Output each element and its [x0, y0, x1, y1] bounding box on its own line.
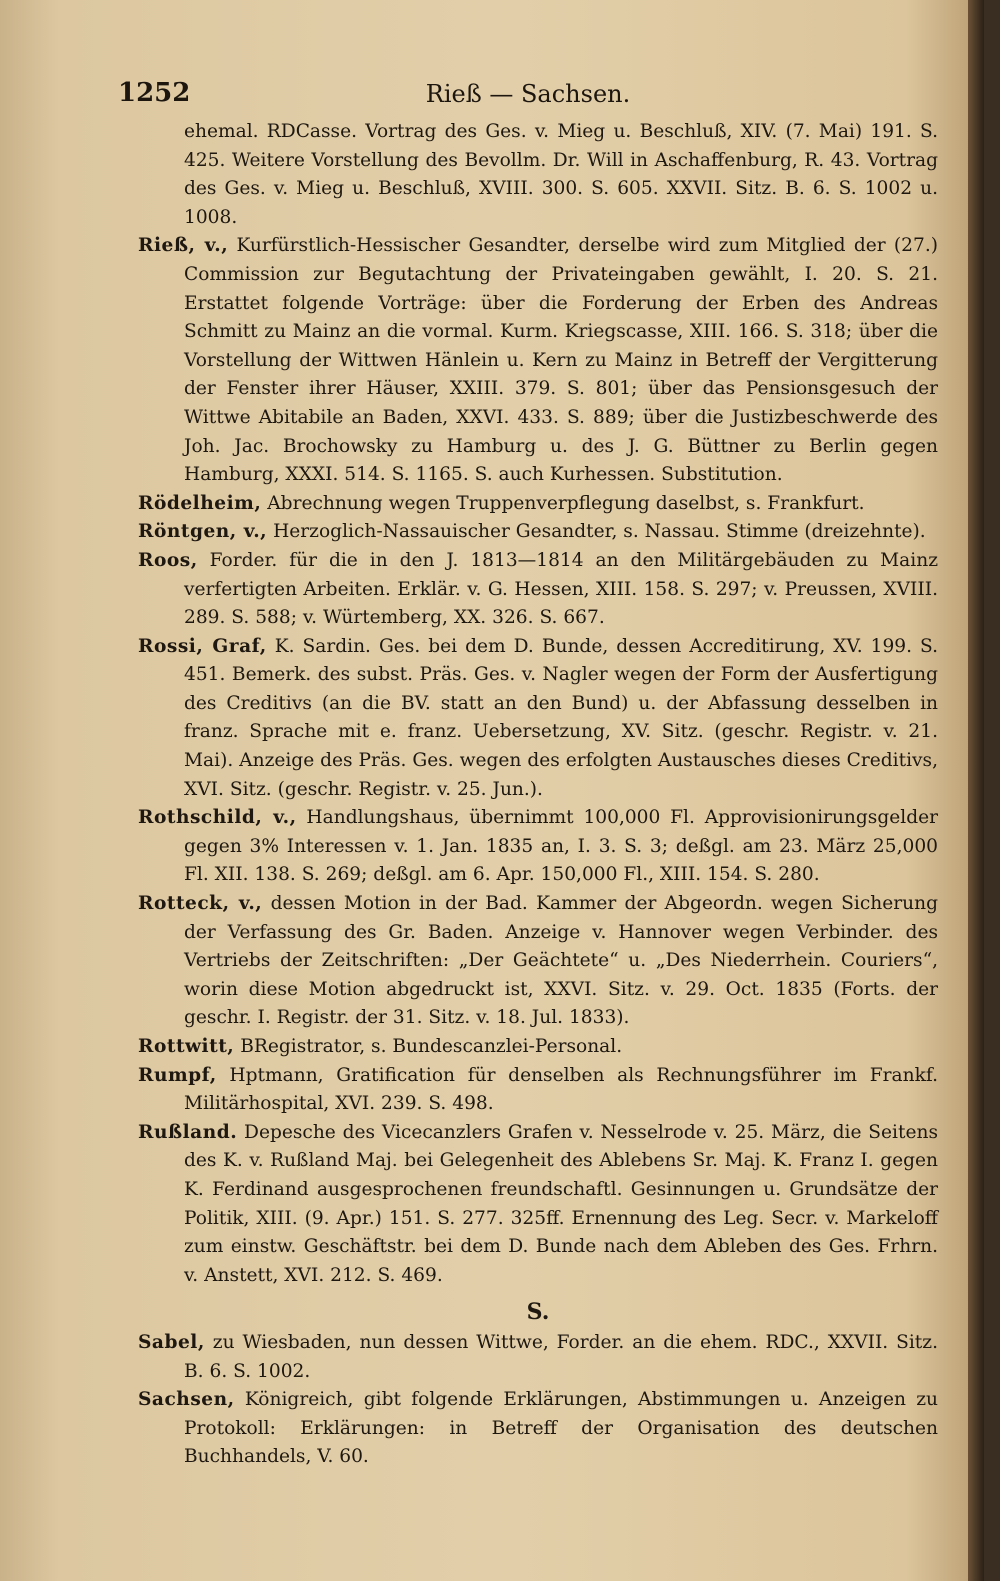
entry-text: K. Sardin. Ges. bei dem D. Bunde, dessen Accreditirung, XV. 199. S. 451. Bemerk. des subst. Präs. Ges. v. Nagler wegen der Form der Ausfertigung des Creditivs (an die BV. statt an den Bund) u. der Abfassung desselben in franz. Sprache mit e. franz. Uebersetzung, XV. Sitz. (geschr. Registr. v. 21. Mai). Anzeige des Präs. Ges. wegen des erfolgten Austausches dieses Creditivs, XVI. Sitz. (geschr. Registr. v. 25. Jun.).	[184, 635, 939, 800]
entry-text: Hptmann, Gratification für denselben als Rechnungsführer im Frankf. Militärhospital, XVI. 239. S. 498.	[184, 1064, 938, 1115]
entry-text: Königreich, gibt folgende Erklärungen, Abstimmungen u. Anzeigen zu Protokoll: Erklärungen: in Betreff der Organisation des deutschen Buchhandels, V. 60.	[184, 1389, 938, 1468]
index-entry-rottwitt	[138, 1033, 938, 1062]
index-entry-rothschild	[138, 804, 938, 890]
index-entry-riess	[138, 232, 938, 489]
entry-head: Roos,	[138, 549, 198, 571]
entry-text: BRegistrator, s. Bundescanzlei-Personal.	[240, 1036, 623, 1057]
entry-text: ehemal. RDCasse. Vortrag des Ges. v. Mieg u. Beschluß, XIV. (7. Mai) 191. S. 425. Weitere Vorstellung des Bevollm. Dr. Will in Aschaffenburg, R. 43. Vortrag des Ges. v. Mieg u. Beschluß, XVIII. 300. S. 605. XXVII. Sitz. B. 6. S. 1002 u. 1008.	[184, 121, 938, 228]
entry-head: Röntgen, v.,	[138, 521, 268, 543]
index-entry-rumpf	[138, 1062, 938, 1119]
entry-head: Rottwitt,	[138, 1036, 235, 1057]
page-number: 1252	[118, 78, 191, 108]
entry-text: Abrechnung wegen Truppenverpflegung daselbst, s. Frankfurt.	[267, 492, 865, 514]
entry-head: Rumpf,	[138, 1064, 217, 1086]
entry-head: Sachsen,	[138, 1389, 235, 1411]
entry-head: Rödelheim,	[138, 492, 262, 514]
page-header	[118, 78, 938, 118]
index-entry-roos	[138, 547, 938, 633]
entry-text: Herzoglich-Nassauischer Gesandter, s. Nassau. Stimme (dreizehnte).	[273, 521, 926, 543]
entry-head: Sabel,	[138, 1331, 205, 1353]
index-body	[138, 118, 938, 1472]
entry-head: Rieß, v.,	[138, 235, 229, 257]
index-entry-rotteck	[138, 890, 938, 1033]
entry-head: Rossi, Graf,	[138, 635, 267, 657]
index-entry-sachsen	[138, 1386, 938, 1472]
entry-text: Handlungshaus, übernimmt 100,000 Fl. Approvisionirungsgelder gegen 3% Interessen v. 1. Jan. 1835 an, I. 3. S. 3; deßgl. am 23. März 25,000 Fl. XII. 138. S. 269; deßgl. am 6. Apr. 150,000 Fl., XIII. 154. S. 280.	[184, 807, 938, 886]
book-spine	[968, 0, 984, 1581]
entry-text: Depesche des Vicecanzlers Grafen v. Nesselrode v. 25. März, die Seitens des K. v. Rußland Maj. bei Gelegenheit des Ablebens Sr. Maj. K. Franz I. gegen K. Ferdinand ausgesprochenen freundschaftl. Gesinnungen u. Grundsätze der Politik, XIII. (9. Apr.) 151. S. 277. 325ff. Ernennung des Leg. Secr. v. Markeloff zum einstw. Geschäftstr. bei dem D. Bunde nach dem Ableben des Ges. Frhrn. v. Anstett, XVI. 212. S. 469.	[184, 1121, 938, 1286]
running-title: Rieß — Sachsen.	[425, 80, 631, 108]
section-letter-s: S.	[526, 1299, 550, 1326]
index-entry-sabel	[138, 1329, 938, 1386]
entry-head: Rothschild, v.,	[138, 807, 297, 829]
index-entry-russland	[138, 1119, 938, 1291]
entry-head: Rußland.	[138, 1121, 238, 1143]
entry-text: Kurfürstlich-Hessischer Gesandter, derselbe wird zum Mitglied der (27.) Commission zur Begutachtung der Privateingaben gewählt, I. 20. S. 21. Erstattet folgende Vorträge: über die Forderung der Erben des Andreas Schmitt zu Mainz an die vormal. Kurm. Kriegscasse, XIII. 166. S. 318; über die Vorstellung der Wittwen Hänlein u. Kern zu Mainz in Betreff der Vergitterung der Fenster ihrer Häuser, XXIII. 379. S. 801; über das Pensionsgesuch der Wittwe Abitabile an Baden, XXVI. 433. S. 889; über die Justizbeschwerde des Joh. Jac. Brochowsky zu Hamburg u. des J. G. Büttner zu Berlin gegen Hamburg, XXXI. 514. S. 1165. S. auch Kurhessen. Substitution.	[184, 235, 938, 486]
index-entry-roentgen	[138, 518, 938, 547]
index-entry-roedelheim	[138, 490, 938, 519]
index-entry-continued	[138, 118, 938, 232]
index-entry-rossi	[138, 633, 938, 805]
entry-text: zu Wiesbaden, nun dessen Wittwe, Forder. an die ehem. RDC., XXVII. Sitz. B. 6. S. 1002.	[184, 1331, 938, 1382]
entry-text: dessen Motion in der Bad. Kammer der Abgeordn. wegen Sicherung der Verfassung des Gr. Baden. Anzeige v. Hannover wegen Verbinder. des Vertriebs der Zeitschriften: „Der Geächtete“ u. „Des Niederrhein. Couriers“, worin diese Motion abgedruckt ist, XXVI. Sitz. v. 29. Oct. 1835 (Forts. der geschr. I. Registr. der 31. Sitz. v. 18. Jul. 1833).	[184, 893, 938, 1029]
entry-head: Rotteck, v.,	[138, 893, 263, 915]
entry-text: Forder. für die in den J. 1813—1814 an den Militärgebäuden zu Mainz verfertigten Arbeiten. Erklär. v. G. Hessen, XIII. 158. S. 297; v. Preussen, XVIII. 289. S. 588; v. Würtemberg, XX. 326. S. 667.	[184, 549, 938, 629]
